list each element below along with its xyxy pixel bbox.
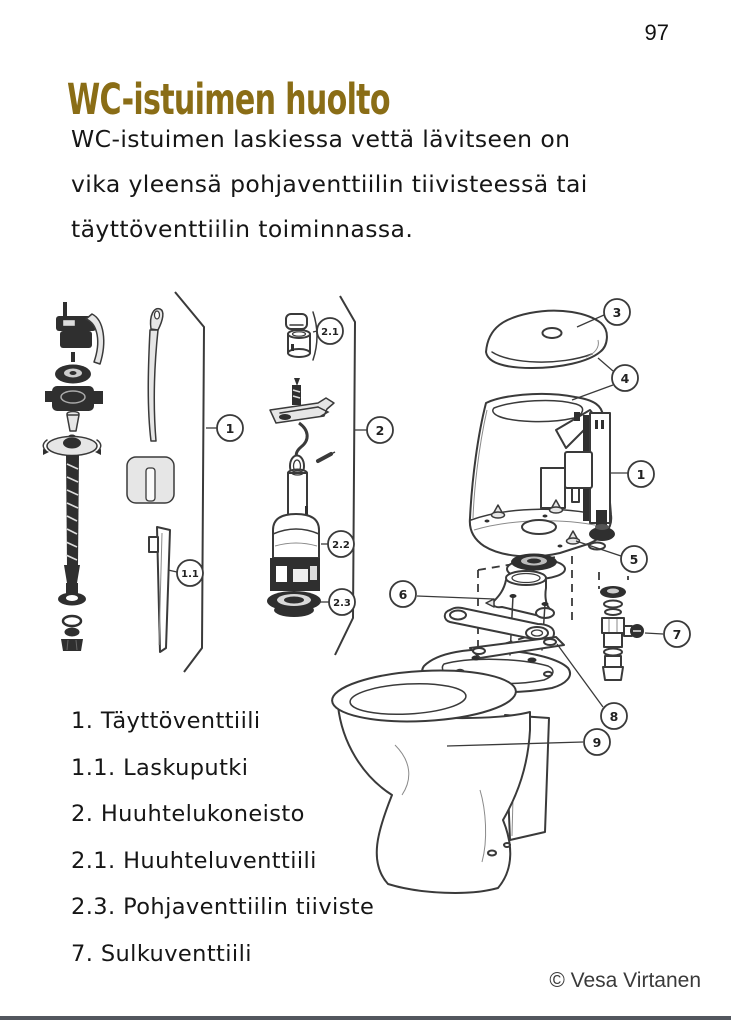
footer-bar (0, 1016, 731, 1020)
flush-mechanism-parts (267, 312, 335, 617)
intro-line: vika yleensä pohjaventtiilin tiivisteessä tai (71, 170, 588, 198)
svg-text:8: 8 (609, 709, 619, 724)
label-6 (390, 581, 416, 607)
float-rod (148, 330, 158, 441)
fill-valve-parts (43, 302, 174, 652)
label-5 (621, 546, 647, 572)
svg-text:1.1: 1.1 (181, 569, 199, 580)
copyright-notice: © Vesa Virtanen (549, 969, 701, 992)
label-1-1 (177, 560, 203, 586)
label-7 (664, 621, 690, 647)
intro-line: täyttöventtiilin toiminnassa. (71, 215, 414, 243)
tank-lid (486, 311, 607, 368)
parts-list-item: 2. Huuhtelukoneisto (71, 801, 305, 827)
group1-bracket (175, 292, 204, 672)
parts-list-item: 1. Täyttöventtiili (71, 708, 261, 734)
label-2-2 (328, 531, 354, 557)
intro-line: WC-istuimen laskiessa vettä lävitseen on (71, 125, 571, 153)
label-4 (612, 365, 638, 391)
label-9 (584, 729, 610, 755)
tank-body (470, 394, 615, 557)
overflow-tube (288, 473, 307, 520)
svg-text:6: 6 (398, 587, 408, 602)
page-title: WC-istuimen huolto (67, 74, 390, 125)
threaded-shaft (66, 455, 79, 565)
svg-text:1: 1 (225, 421, 235, 436)
label-1-right (628, 461, 654, 487)
svg-text:2.2: 2.2 (332, 540, 350, 551)
svg-text:3: 3 (612, 305, 622, 320)
parts-list (71, 698, 374, 977)
parts-list-item: 7. Sulkuventtiili (71, 940, 252, 967)
label-1-left (217, 415, 243, 441)
parts-list-item: 2.1. Huuhteluventtiili (71, 847, 317, 874)
svg-text:1: 1 (636, 467, 646, 482)
tank-to-bowl-parts (486, 554, 565, 619)
svg-text:5: 5 (629, 552, 639, 567)
svg-text:9: 9 (592, 735, 602, 750)
parts-list-item: 1.1. Laskuputki (71, 754, 249, 781)
label-2-3 (329, 589, 355, 615)
label-8 (601, 703, 627, 729)
svg-text:2: 2 (375, 423, 385, 438)
label-2-1 (317, 318, 343, 344)
flush-valve-body (273, 514, 319, 558)
svg-text:4: 4 (620, 371, 630, 386)
shutoff-valve (600, 586, 644, 680)
page-number: 97 (644, 20, 669, 45)
parts-list-item: 2.3. Pohjaventtiilin tiiviste (71, 894, 375, 920)
svg-text:2.1: 2.1 (321, 327, 339, 338)
svg-text:7: 7 (672, 627, 682, 642)
label-3 (604, 299, 630, 325)
svg-text:2.3: 2.3 (333, 598, 351, 609)
label-2 (367, 417, 393, 443)
